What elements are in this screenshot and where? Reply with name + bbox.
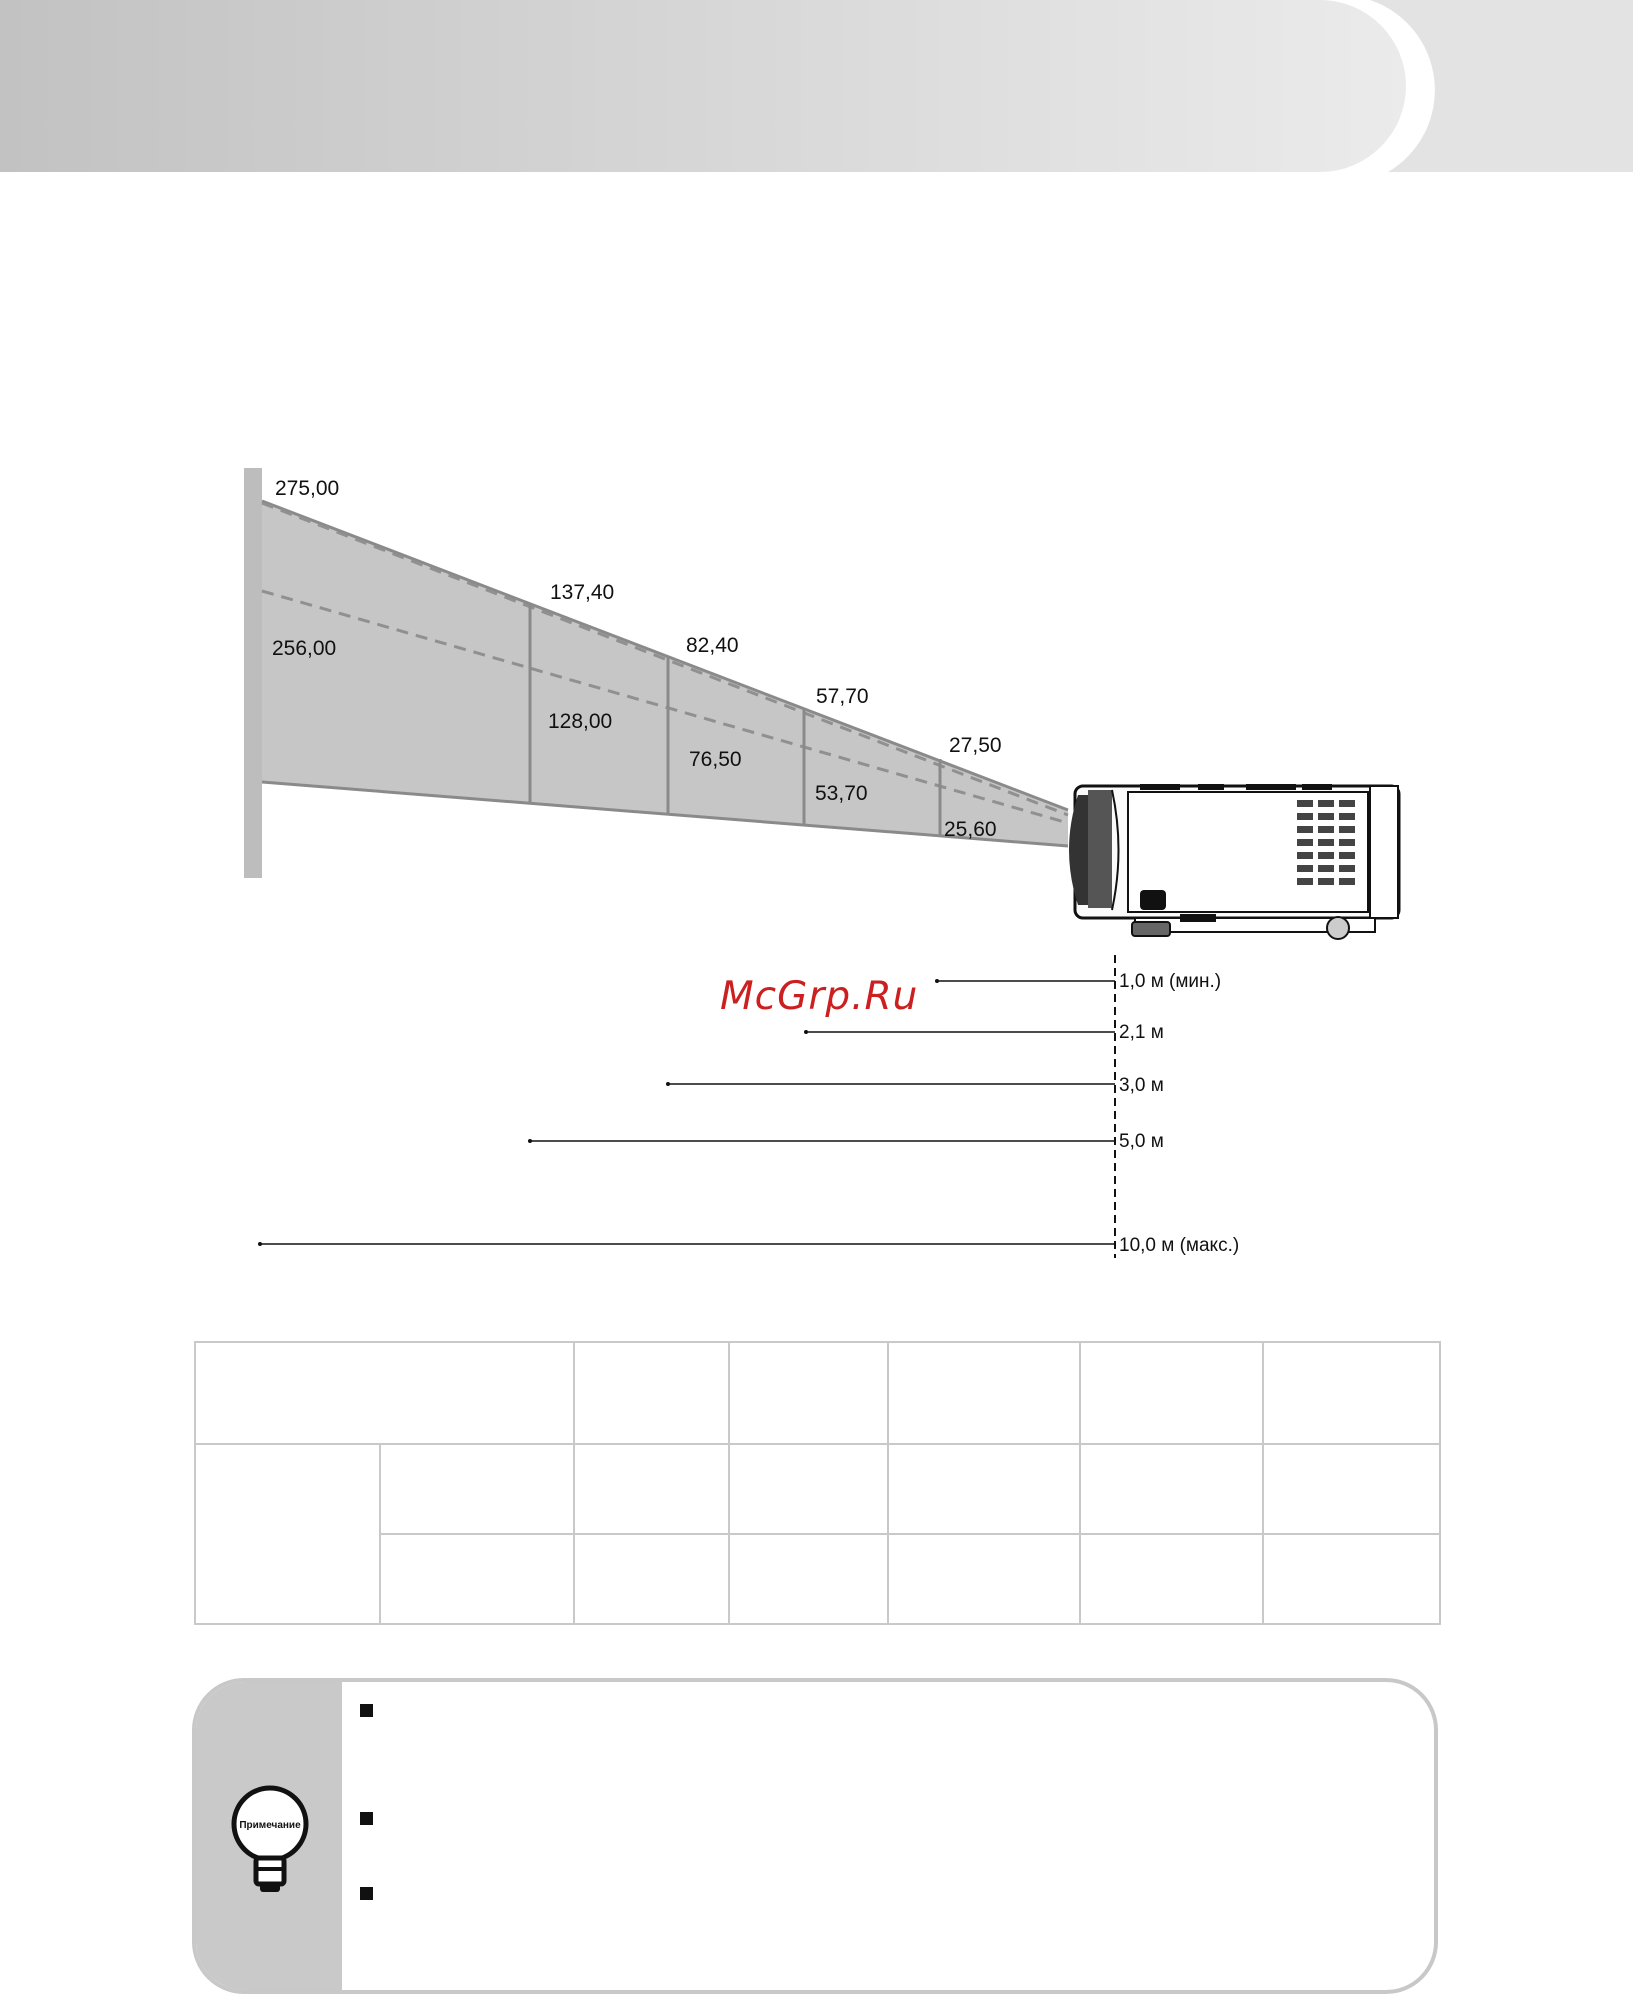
note-bullet-2 [360,1812,373,1825]
table-cell [1263,1444,1440,1534]
distance-label-3: 3,0 м [1119,1075,1164,1096]
table-row [195,1342,1440,1444]
width-label-1: 275,00 [275,477,340,500]
table-cell [195,1342,574,1444]
watermark: McGrp.Ru [720,974,919,1019]
distance-label-5: 10,0 м (макс.) [1119,1235,1240,1256]
width-label-4: 57,70 [816,685,869,708]
height-label-1: 256,00 [272,637,337,660]
note-bullet-1 [360,1704,373,1717]
distance-label-1: 1,0 м (мин.) [1119,971,1222,992]
projector-illustration [1069,784,1399,939]
table-cell [1080,1342,1263,1444]
table-row [195,1444,1440,1534]
width-label-5: 27,50 [949,734,1002,757]
table-cell [1080,1534,1263,1624]
table-cell [888,1342,1080,1444]
table-cell [1263,1534,1440,1624]
table-cell [888,1444,1080,1534]
height-label-5: 25,60 [944,818,997,841]
note-box [192,1678,1438,1994]
table-cell [574,1534,729,1624]
width-label-2: 137,40 [550,581,615,604]
table-cell [729,1342,888,1444]
lightbulb-icon [230,1782,310,1902]
projection-screen [244,468,262,878]
table-cell [1080,1444,1263,1534]
table-row [195,1534,1440,1624]
height-label-2: 128,00 [548,710,613,733]
table-cell [888,1534,1080,1624]
projection-table [194,1341,1441,1625]
width-label-3: 82,40 [686,634,739,657]
distance-label-2: 2,1 м [1119,1022,1164,1043]
table-cell [380,1444,574,1534]
height-label-3: 76,50 [689,748,742,771]
table-cell [574,1444,729,1534]
table-cell [729,1534,888,1624]
table-cell [1263,1342,1440,1444]
header-bar [0,0,1633,180]
projection-beam [262,501,1068,846]
table-cell [380,1534,574,1624]
distance-label-4: 5,0 м [1119,1131,1164,1152]
note-bullet-3 [360,1887,373,1900]
note-icon-label: Примечание [239,1820,301,1831]
table-cell [729,1444,888,1534]
note-sidebar [196,1682,342,1990]
height-label-4: 53,70 [815,782,868,805]
table-cell [195,1444,380,1624]
projection-diagram [0,440,1633,1260]
table-cell [574,1342,729,1444]
